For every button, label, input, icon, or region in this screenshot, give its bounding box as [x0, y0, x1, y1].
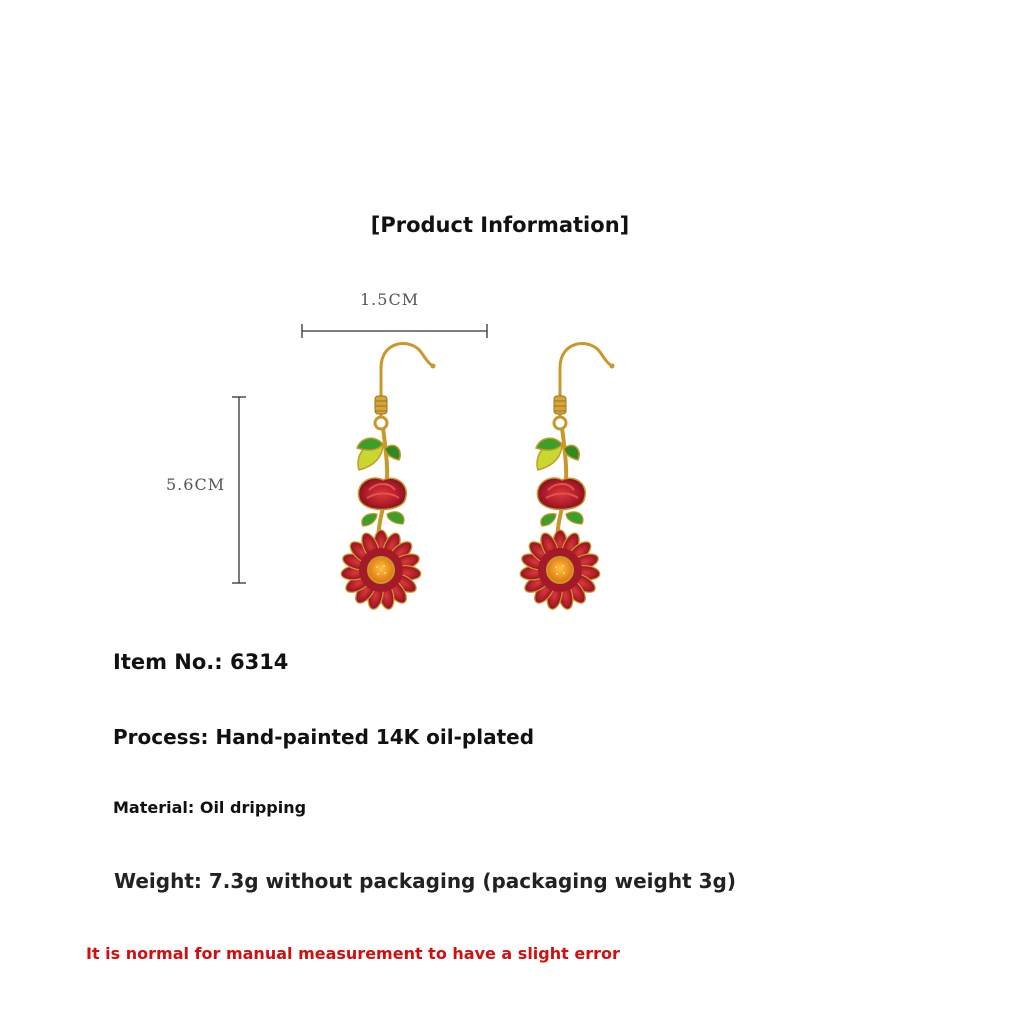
weight-spec: Weight: 7.3g without packaging (packaging weight 3g): [114, 869, 736, 893]
process-spec: Process: Hand-painted 14K oil-plated: [113, 725, 535, 749]
material-spec: Material: Oil dripping: [113, 798, 307, 817]
height-dimension-label: 5.6CM: [166, 475, 226, 494]
width-dimension-label: 1.5CM: [360, 290, 420, 309]
page-title: [Product Information]: [370, 213, 630, 237]
measurement-note: It is normal for manual measurement to have a slight error: [86, 944, 620, 963]
item-number: Item No.: 6314: [113, 650, 289, 674]
width-dimension-line: [302, 324, 487, 338]
height-dimension-line: [232, 397, 246, 583]
right-earring-image: [519, 344, 614, 611]
left-earring-image: [340, 344, 435, 611]
